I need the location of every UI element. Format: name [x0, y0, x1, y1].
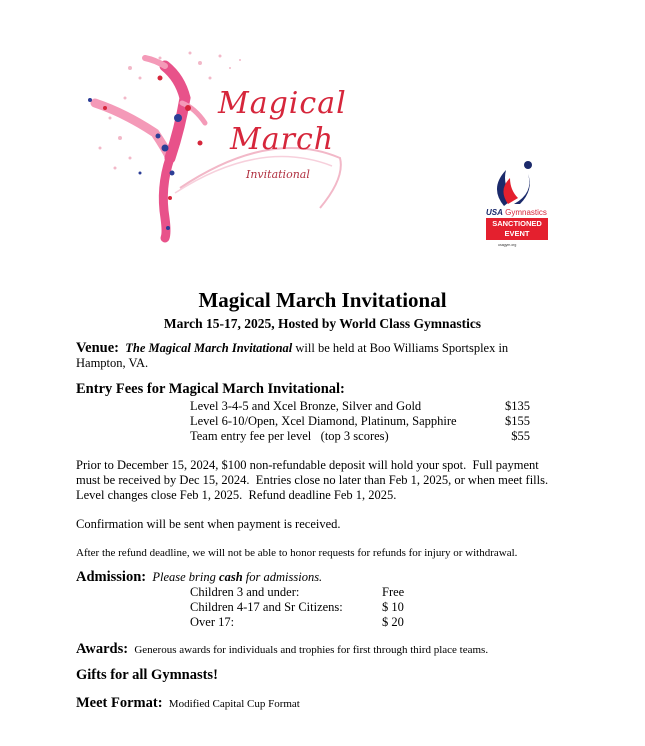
entry-fees-table: [190, 399, 530, 444]
page-subtitle: March 15-17, 2025, Hosted by World Class Gymnastics: [163, 316, 482, 331]
venue-section: [76, 341, 576, 371]
awards-text: Generous awards for individuals and trophies for first through third place teams.: [134, 644, 489, 656]
admission-row: Over 17: $ 20: [190, 615, 404, 629]
venue-location: Hampton, VA.: [76, 356, 149, 370]
usag-url: usagym.org: [498, 243, 517, 247]
gifts-heading: Gifts for all Gymnasts!: [76, 667, 218, 683]
usag-flame-icon: [484, 158, 544, 208]
logo-script-magical: Magical: [218, 86, 347, 121]
payment-terms: Prior to December 15, 2024, $100 non-refundable deposit will hold your spot. Full payment must be received by Dec 15, 2024. Entries close no later than Feb 1, 2025, or when meet fills. Level changes close Feb 1, 2025. Refund deadline Feb 1, 2025.: [76, 458, 549, 502]
logo-script-invitational: Invitational: [246, 168, 310, 181]
admission-row: Children 3 and under: Free: [190, 585, 405, 599]
awards-label: Awards:: [76, 641, 129, 657]
meet-format-label: Meet Format:: [76, 695, 163, 711]
usag-sanctioned-badge: [484, 158, 564, 258]
entry-fees-heading: Entry Fees for Magical March Invitational:: [76, 381, 345, 397]
admission-table: [190, 585, 410, 630]
meet-format-section: [76, 696, 576, 712]
page-title: Magical March Invitational: [198, 288, 447, 312]
fee-row: Level 3-4-5 and Xcel Bronze, Silver and Gold $135: [190, 399, 530, 413]
awards-section: [76, 642, 616, 658]
admission-row: Children 4-17 and Sr Citizens: $ 10: [190, 600, 404, 614]
logo-script-march: March: [230, 122, 335, 157]
venue-event-name: The Magical March Invitational: [125, 341, 293, 355]
sanctioned-event-label: SANCTIONED EVENT: [486, 218, 548, 240]
fee-row: Team entry fee per level (top 3 scores) $55: [190, 429, 530, 443]
fee-row: Level 6-10/Open, Xcel Diamond, Platinum, Sapphire $155: [190, 414, 530, 428]
venue-label: Venue:: [76, 340, 119, 356]
admission-label: Admission:: [76, 569, 147, 585]
admission-section: Admission: Please bring cash for admissions.: [76, 569, 323, 585]
confirmation-note: Confirmation will be sent when payment is received.: [76, 517, 341, 531]
venue-text: will be held at Boo Williams Sportsplex in: [292, 341, 509, 355]
refund-note: After the refund deadline, we will not be able to honor requests for refunds for injury or withdrawal.: [76, 547, 518, 559]
meet-format-text: Modified Capital Cup Format: [168, 698, 300, 710]
usag-wordmark: USA Gymnastics: [486, 208, 547, 217]
event-logo: [70, 38, 360, 248]
